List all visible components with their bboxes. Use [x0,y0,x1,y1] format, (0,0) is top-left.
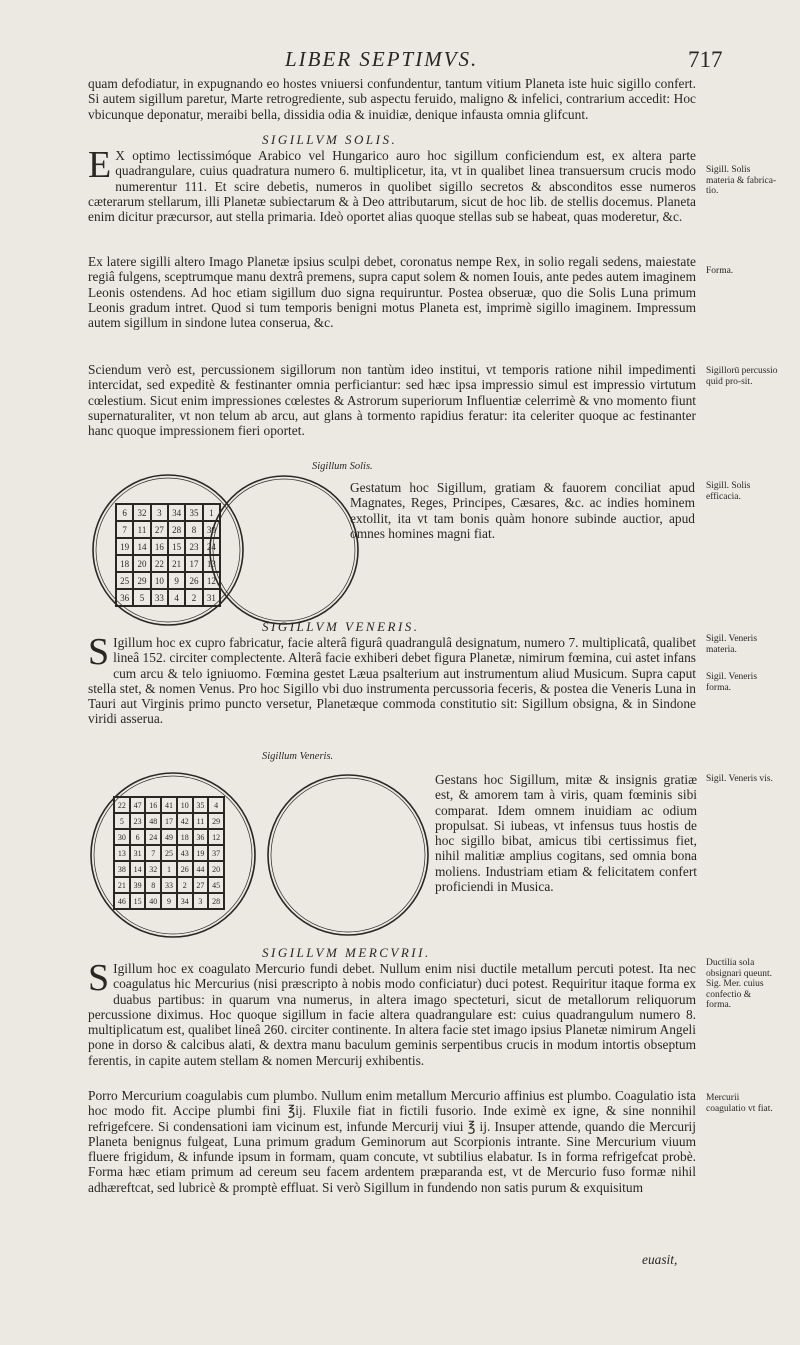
margin-note-sol-efficacia: Sigill. Solis efficacia. [706,481,751,502]
magic-square-cell: 14 [133,538,150,555]
magic-square-cell: 49 [161,829,177,845]
magic-square-cell: 15 [130,893,146,909]
magic-square-cell: 1 [203,504,220,521]
magic-square-cell: 2 [185,589,202,606]
magic-square-cell: 11 [193,813,209,829]
sol-text-2: Ex latere sigilli altero Imago Planetæ ipsius sculpi debet, coronatus nempe Rex, in solio regali sedens, maiestate regiâ fulgens, sceptrumque manu dextrâ premens, supra caput solem & nomen Iouis, ante pedes autem imaginem Leonis ostendens. Ad hoc etiam sigillum duo signa requiruntur. Postea obseruæ, quo die Solis Luna primum Leonis gradum intret. Quod si tum temporis benigni motus Planeta est, imprimè sigillo imaginem. Impressum autem sigillum in sindone lutea conserua, &c. [88,254,696,331]
running-head: LIBER SEPTIMVS. [285,47,479,71]
figure-caption-solis: Sigillum Solis. [312,461,373,472]
margin-note-mercurius: Ductilia sola obsignari queunt. Sig. Mer. cuius confectio & forma. [706,958,772,1010]
magic-square-cell: 32 [145,861,161,877]
magic-square-cell: 16 [145,797,161,813]
veneris-efficacy-text: Gestans hoc Sigillum, mitæ & insignis gratiæ est, & amorem tam à viris, quam fœminis sibi comparat. Idem omnem inuidiam ac odium propulsat. Si iubeas, vt infensus tuus hostis de hoc sigillo bibat, amicus tibi certissimus fiet, nihil malitiæ amplius cogitans, sed omnia bona moliens. Industriam etiam & felicitatem confert proficiendi in Musica. [435,772,697,895]
magic-square-cell: 19 [193,845,209,861]
magic-square-cell: 5 [114,813,130,829]
sol-paragraph-1 [88,148,696,250]
figure-caption-veneris: Sigillum Veneris. [262,751,334,762]
magic-square-cell: 18 [116,555,133,572]
heading-sigillum-solis: SIGILLVM SOLIS. [262,132,398,147]
figure-text-solis [350,480,695,606]
magic-square-cell: 12 [203,572,220,589]
magic-square-cell: 20 [133,555,150,572]
seal-ring-right-inner [213,479,355,621]
venus-text-1: Igillum hoc ex cupro fabricatur, facie alterâ figurâ quadrangulâ designatum, numero 7. multiplicatâ, qualibet lineâ 152. circiter complectente. Alterâ facie exhiberi debet figura Planetæ, nimirum fœmina, cui astet infans cum arcu & telo igniuomo. Fœmina gestet Læua psalterium aut instrumentum aliud Musicum. Supra caput stella stet, & nomen Venus. Pro hoc Sigillo vbi duo instrumenta percussoria feceris, & postea die Veneris Luna in Tauri aut Virginis primo puncto versetur, Planetæque commoda constitutio sit: Sigillum obsigna, & in Sindone viridi asserua. [88,635,696,727]
magic-square-cell: 1 [161,861,177,877]
magic-square-cell: 31 [203,589,220,606]
magic-square-cell: 13 [203,555,220,572]
magic-square-cell: 30 [114,829,130,845]
magic-square-cell: 21 [114,877,130,893]
magic-square-cell: 48 [145,813,161,829]
magic-square-cell: 3 [193,893,209,909]
magic-square-cell: 37 [208,845,224,861]
magic-square-cell: 45 [208,877,224,893]
magic-square-cell: 35 [185,504,202,521]
mercurius-paragraph-1 [88,961,696,1083]
magic-square-cell: 10 [151,572,168,589]
magic-square-cell: 33 [151,589,168,606]
magic-square-cell: 28 [168,521,185,538]
mercurius-text-1: Igillum hoc ex coagulato Mercurio fundi debet. Nullum enim nisi ductile metallum percuti potest. Ita nec coagulatus hic Mercurius (nisi præscripto à nobis modo conficiatur) duci potest. Requiritur itaque forma ex duabus partibus: in quarum vna numerus, in altera imago specteturi, sicut de metallorum reliquorum percussione diximus. Hoc quoque sigillum in facie altera quadrangulare est: cuius quadrangulum numero 8. multiplicatum est, qualibet lineâ 260. circiter continente. In altera facie stet imago ipsius Planetæ nimirum Angeli pone in dorso & calcibus alati, & dextra manu baculum geminis serpentibus crucis in modum intortis obseptum ferentis, in capite autem stellam & nomen Mercurij exhibentis. [88,961,696,1068]
magic-square-cell: 41 [161,797,177,813]
magic-square-cell: 4 [208,797,224,813]
magic-square-cell: 26 [177,861,193,877]
magic-square-cell: 24 [203,538,220,555]
magic-square-cell: 25 [116,572,133,589]
magic-square-cell: 47 [130,797,146,813]
magic-square-cell: 7 [145,845,161,861]
magic-square-cell: 5 [133,589,150,606]
sol-text-1: X optimo lectissimóque Arabico vel Hungarico auro hoc sigillum conficiendum est, ex altera parte quadrangulare, cuius quadratura numero 6. multiplicetur, ita, vt in qualibet linea transuersum crucis modo numerentur 111. Et scire debetis, numeros in quolibet sigillo secretos & absconditos esse numeros cæterarum stellarum, illi Planetæ subiectarum & à Deo attributarum, sicut de hoc lib. de stellis docemus. Planeta enim dicitur præcursor, aut stella primaria. Ideò oportet alias quoque stellas sub se habeat, quas moderetur, &c. [88,148,696,225]
magic-square-cell: 13 [114,845,130,861]
seal-ring-right [210,476,358,624]
magic-square-cell: 32 [133,504,150,521]
margin-note-coagulatio: Mercurii coagulatio vt fiat. [706,1093,773,1114]
magic-square-cell: 26 [185,572,202,589]
margin-note-percussio: Sigillorū percussio quid pro-sit. [706,366,778,387]
magic-square-cell: 36 [116,589,133,606]
sol-paragraph-3 [88,362,696,452]
magic-square-cell: 6 [116,504,133,521]
magic-square-cell: 23 [185,538,202,555]
figure-text-veneris [435,772,697,938]
magic-square-cell: 38 [114,861,130,877]
magic-square-cell: 11 [133,521,150,538]
magic-square-cell: 43 [177,845,193,861]
magic-square-cell: 9 [161,893,177,909]
venus-seal-ring-right-inner [271,778,425,932]
magic-square-cell: 19 [116,538,133,555]
magic-square-cell: 10 [177,797,193,813]
margin-note-forma: Forma. [706,266,734,276]
margin-note-venus-materia: Sigil. Veneris materia. [706,634,758,655]
magic-square-cell: 14 [130,861,146,877]
magic-square-veneris [113,796,225,910]
magic-square-solis [115,503,221,607]
heading-sigillum-veneris: SIGILLVM VENERIS. [262,619,420,634]
magic-square-cell: 34 [177,893,193,909]
dropcap-s-mercurius: S [88,961,110,999]
heading-sigillum-mercurii: SIGILLVM MERCVRII. [262,945,431,960]
sol-text-3: Sciendum verò est, percussionem sigillorum non tantùm ideo institui, vt temporis ratione nihil impedimenti intercidat, sed expeditè & festinanter omnia perficiantur: sed hæc ipsa impressio simul est impressio virtutum cœlestium. Sicut enim impressiones cœlestes & Astrorum superiorum Influentiæ celerrimè & vno momento fiunt supernaturaliter, vt non telum ab arcu, aut glans à tormento rapidius feratur: ita celeriter quoque ac festinanter hanc quoque impressionem fieri oportet. [88,362,696,439]
magic-square-cell: 20 [208,861,224,877]
magic-square-cell: 6 [130,829,146,845]
magic-square-cell: 27 [151,521,168,538]
magic-square-cell: 27 [193,877,209,893]
magic-square-cell: 3 [151,504,168,521]
magic-square-cell: 8 [145,877,161,893]
intro-paragraph [88,76,696,138]
magic-square-cell: 35 [193,797,209,813]
catchword: euasit, [642,1252,678,1267]
magic-square-cell: 29 [208,813,224,829]
magic-square-cell: 9 [168,572,185,589]
venus-paragraph-1 [88,635,696,745]
mercurius-text-2: Porro Mercurium coagulabis cum plumbo. Nullum enim metallum Mercurio affinius est plumbo. Coagulatio ista hoc modo fit. Accipe plumbi fini ℥ij. Fluxile fiat in fictili fusorio. Inde eximè ex igne, & sine nonnihil refrigefcere. Si condensationi iam vicinum est, infunde Mercurij viui ℥ ij. Insuper attende, quando die Mercurij Planeta benignus fulgeat, Luna primum gradum Geminorum aut Scorpionis intrante. Sine Mercurium viuum fluere frigidum, & infunde ipsum in formam, quam concute, vt subtilius elabatur. Is in forma refrigefcat probè. Forma hæc etiam primum ad cereum seu facem ardentem præparanda est, vt de Mercurio fuso formæ nihil adhæreftcat, sed lubricè & promptè effluat. Si verò Sigillum in fundendo non satis purum & exquisitum [88,1088,696,1195]
magic-square-cell: 30 [203,521,220,538]
margin-note-venus-forma: Sigil. Veneris forma. [706,672,758,693]
magic-square-cell: 39 [130,877,146,893]
magic-square-cell: 40 [145,893,161,909]
magic-square-cell: 42 [177,813,193,829]
intro-text: quam defodiatur, in expugnando eo hostes vniuersi confundentur, tantum vitium Planeta iste huic sigillo confert. Si autem sigillum paretur, Marte retrogrediente, sub aspectu feruido, maligno & infelici, contrarium accedit: Hoc vbicunque deponatur, meraibi bella, dissidia odia & inuidiæ, denique infausta omnia glifcunt. [88,76,696,122]
magic-square-cell: 28 [208,893,224,909]
magic-square-cell: 34 [168,504,185,521]
magic-square-cell: 23 [130,813,146,829]
magic-square-cell: 4 [168,589,185,606]
magic-square-cell: 18 [177,829,193,845]
mercurius-paragraph-2 [88,1088,696,1254]
magic-square-cell: 16 [151,538,168,555]
dropcap-s-venus: S [88,635,110,673]
dropcap-e: E [88,148,112,186]
magic-square-cell: 12 [208,829,224,845]
magic-square-cell: 24 [145,829,161,845]
magic-square-cell: 7 [116,521,133,538]
margin-note-venus-vis: Sigil. Veneris vis. [706,774,773,784]
magic-square-cell: 44 [193,861,209,877]
magic-square-cell: 17 [185,555,202,572]
margin-note-sol-materia: Sigill. Solis materia & fabrica-tio. [706,165,777,196]
magic-square-cell: 22 [114,797,130,813]
magic-square-cell: 8 [185,521,202,538]
magic-square-cell: 33 [161,877,177,893]
magic-square-cell: 31 [130,845,146,861]
magic-square-cell: 25 [161,845,177,861]
magic-square-cell: 15 [168,538,185,555]
magic-square-cell: 36 [193,829,209,845]
venus-seal-ring-right [268,775,428,935]
solis-efficacy-text: Gestatum hoc Sigillum, gratiam & fauorem conciliat apud Magnates, Reges, Principes, Cæsares, &c. ac indies hominem extollit, ita vt tam bonis quàm honore subinde auctior, apud omnes homines magni fiat. [350,480,695,541]
magic-square-cell: 2 [177,877,193,893]
magic-square-cell: 17 [161,813,177,829]
page-number: 717 [688,47,723,72]
magic-square-cell: 29 [133,572,150,589]
magic-square-cell: 22 [151,555,168,572]
sol-paragraph-2 [88,254,696,358]
magic-square-cell: 21 [168,555,185,572]
magic-square-cell: 46 [114,893,130,909]
